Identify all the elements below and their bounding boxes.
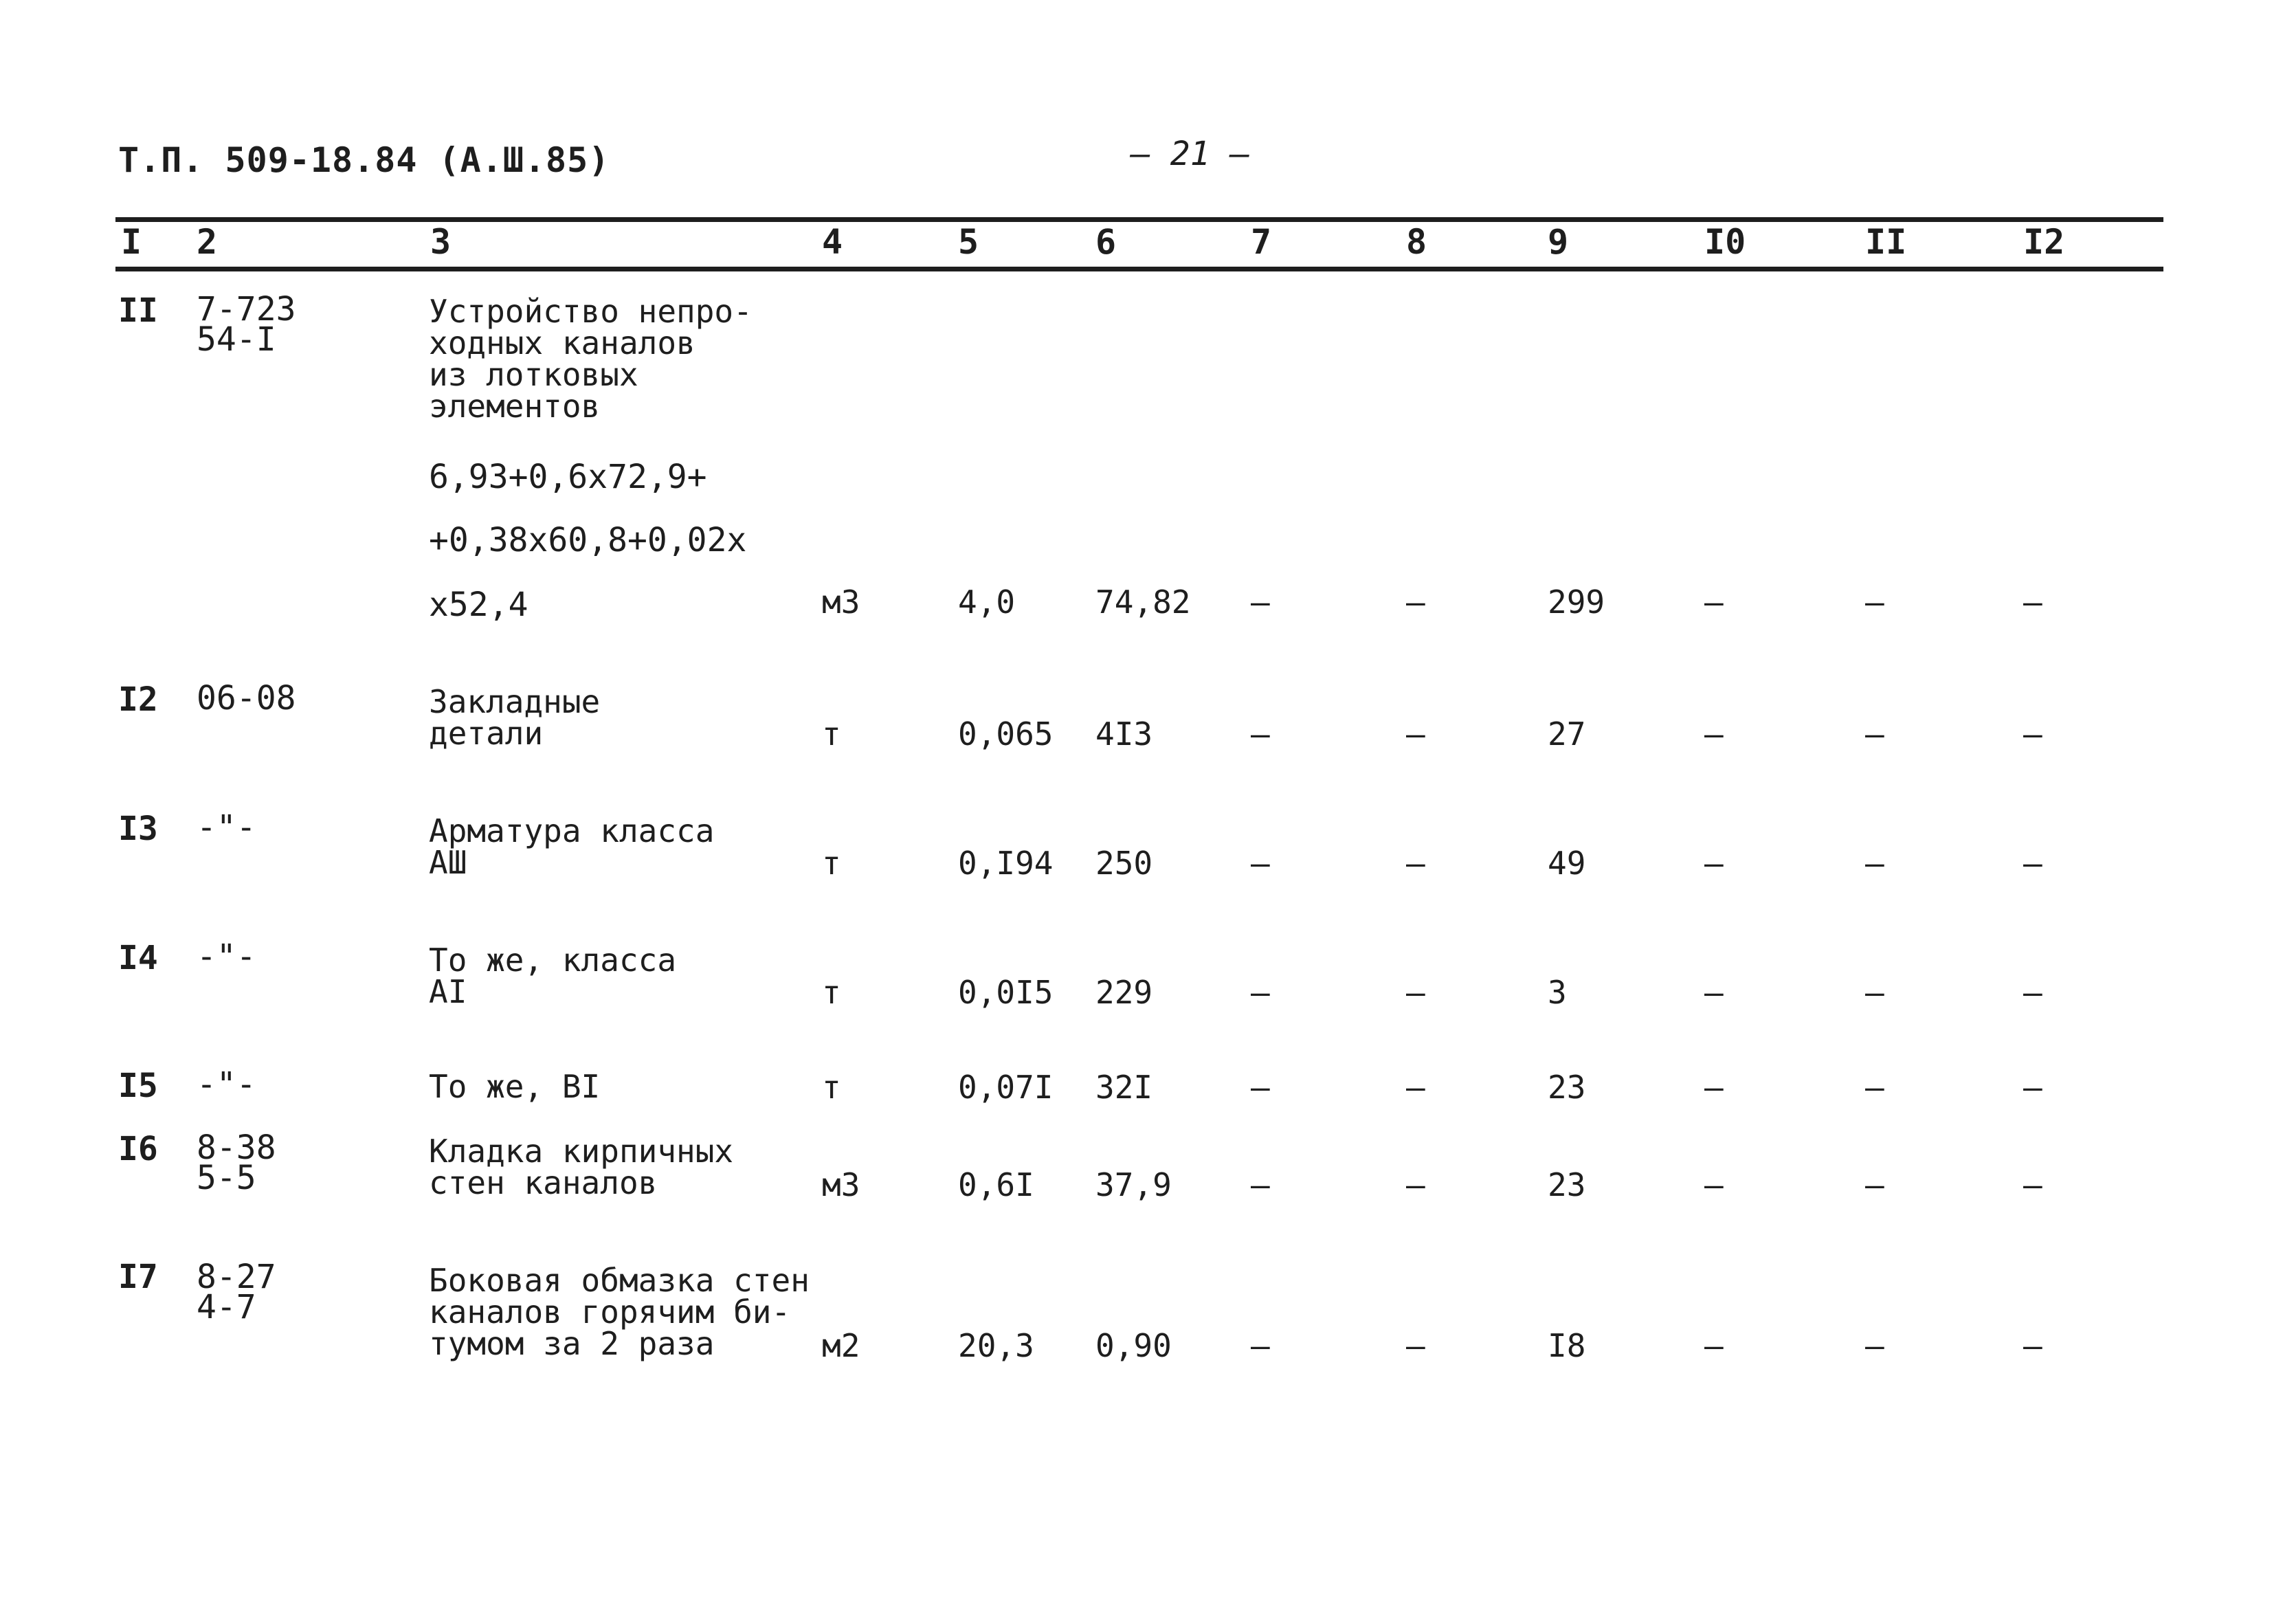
quantity: 0,0I5 — [958, 974, 1054, 1011]
unit-price: 37,9 — [1095, 1166, 1172, 1203]
row-number: I7 — [118, 1258, 158, 1296]
column-8-value: – — [1406, 583, 1425, 621]
column-header-4: 4 — [822, 222, 843, 262]
unit-price: 74,82 — [1095, 583, 1191, 621]
column-header-7: 7 — [1251, 222, 1272, 262]
column-header-8: 8 — [1406, 222, 1427, 262]
column-header-11: II — [1865, 222, 1907, 262]
norm-code-line: 4-7 — [197, 1288, 256, 1326]
total-cost: I8 — [1548, 1327, 1586, 1364]
column-7-value: – — [1251, 1327, 1270, 1364]
norm-code-line: 54-I — [197, 320, 276, 359]
norm-code-line: 06-08 — [197, 679, 296, 718]
unit-price: 250 — [1095, 845, 1153, 882]
column-7-value: – — [1251, 1069, 1270, 1106]
norm-code-line: 7-723 — [197, 290, 296, 329]
column-header-2: 2 — [197, 222, 218, 262]
column-12-value: – — [2023, 1069, 2042, 1106]
norm-code — [197, 1128, 276, 1197]
norm-code — [197, 290, 296, 359]
column-10-value: – — [1704, 715, 1724, 753]
column-10-value: – — [1704, 583, 1724, 621]
row-number: I4 — [118, 939, 158, 977]
description-line: тумом за 2 раза — [429, 1325, 715, 1362]
column-12-value: – — [2023, 845, 2042, 882]
column-7-value: – — [1251, 583, 1270, 621]
column-12-value: – — [2023, 583, 2042, 621]
column-header-6: 6 — [1095, 222, 1117, 262]
description-line: каналов горячим би- — [429, 1293, 791, 1331]
quantity-formula-line: 6,93+0,6x72,9+ — [429, 458, 707, 496]
description-line: АШ — [429, 844, 467, 881]
work-description — [429, 683, 601, 752]
column-12-value: – — [2023, 1327, 2042, 1364]
quantity: 0,07I — [958, 1069, 1054, 1106]
column-8-value: – — [1406, 974, 1425, 1011]
unit-price: 0,90 — [1095, 1327, 1172, 1364]
column-7-value: – — [1251, 845, 1270, 882]
quantity-formula-line: x52,4 — [429, 586, 528, 624]
description-line: Устройство непро- — [429, 293, 753, 330]
description-line: Боковая обмазка стен — [429, 1262, 810, 1299]
column-10-value: – — [1704, 1069, 1724, 1106]
quantity: 0,6I — [958, 1166, 1034, 1203]
column-11-value: – — [1865, 583, 1884, 621]
unit: м2 — [822, 1327, 860, 1364]
row-number: I2 — [118, 680, 158, 719]
total-cost: 27 — [1548, 715, 1586, 753]
column-header-3: 3 — [430, 222, 452, 262]
unit: м3 — [822, 1166, 860, 1203]
column-7-value: – — [1251, 974, 1270, 1011]
total-cost: 3 — [1548, 974, 1567, 1011]
column-12-value: – — [2023, 715, 2042, 753]
unit: т — [822, 1069, 841, 1106]
work-description — [429, 1262, 810, 1362]
column-10-value: – — [1704, 1166, 1724, 1203]
column-8-value: – — [1406, 1069, 1425, 1106]
column-header-1: I — [121, 222, 142, 262]
quantity: 4,0 — [958, 583, 1016, 621]
column-header-9: 9 — [1548, 222, 1569, 262]
column-header-5: 5 — [958, 222, 979, 262]
unit: т — [822, 974, 841, 1011]
work-description — [429, 1068, 601, 1105]
description-line: из лотковых — [429, 356, 638, 393]
description-line: То же, класса — [429, 942, 677, 979]
description-line: Арматура класса — [429, 812, 715, 849]
column-11-value: – — [1865, 1166, 1884, 1203]
description-line: То же, BI — [429, 1068, 601, 1105]
row-number: I3 — [118, 810, 158, 848]
column-11-value: – — [1865, 1327, 1884, 1364]
description-line: стен каналов — [429, 1164, 658, 1201]
total-cost: 23 — [1548, 1069, 1586, 1106]
column-12-value: – — [2023, 1166, 2042, 1203]
column-7-value: – — [1251, 1166, 1270, 1203]
column-11-value: – — [1865, 715, 1884, 753]
unit: м3 — [822, 583, 860, 621]
column-11-value: – — [1865, 1069, 1884, 1106]
unit: т — [822, 845, 841, 882]
work-description — [429, 812, 715, 881]
norm-code-line: -"- — [197, 808, 256, 847]
work-description — [429, 293, 753, 425]
norm-code-line: 5-5 — [197, 1159, 256, 1197]
row-number: I6 — [118, 1130, 158, 1168]
page-number: – 21 – — [1131, 135, 1250, 173]
table-top-rule — [115, 217, 2163, 222]
norm-code-line: -"- — [197, 1065, 256, 1104]
column-header-12: I2 — [2023, 222, 2065, 262]
description-line: детали — [429, 715, 544, 752]
quantity: 0,I94 — [958, 845, 1054, 882]
row-number: II — [118, 291, 158, 330]
column-11-value: – — [1865, 974, 1884, 1011]
norm-code — [197, 1065, 256, 1104]
description-line: ходных каналов — [429, 324, 695, 361]
column-8-value: – — [1406, 1327, 1425, 1364]
column-8-value: – — [1406, 845, 1425, 882]
work-description — [429, 1135, 733, 1199]
norm-code — [197, 937, 256, 976]
column-8-value: – — [1406, 1166, 1425, 1203]
work-description — [429, 944, 676, 1008]
norm-code — [197, 679, 296, 718]
column-8-value: – — [1406, 715, 1425, 753]
description-line: элементов — [429, 388, 601, 425]
norm-code — [197, 1258, 276, 1326]
norm-code-line: 8-38 — [197, 1128, 276, 1167]
description-line: АI — [429, 973, 467, 1010]
table-header-rule — [115, 267, 2163, 271]
unit: т — [822, 715, 841, 753]
column-11-value: – — [1865, 845, 1884, 882]
row-number: I5 — [118, 1067, 158, 1105]
quantity: 20,3 — [958, 1327, 1034, 1364]
column-12-value: – — [2023, 974, 2042, 1011]
document-code: Т.П. 509-18.84 (А.Ш.85) — [118, 140, 610, 180]
unit-price: 229 — [1095, 974, 1153, 1011]
unit-price: 32I — [1095, 1069, 1153, 1106]
description-line: Кладка кирпичных — [429, 1133, 734, 1170]
norm-code-line: -"- — [197, 937, 256, 976]
column-7-value: – — [1251, 715, 1270, 753]
description-line: Закладные — [429, 683, 601, 720]
norm-code-line: 8-27 — [197, 1258, 276, 1296]
total-cost: 49 — [1548, 845, 1586, 882]
quantity-formula-line: +0,38x60,8+0,02x — [429, 521, 747, 559]
quantity: 0,065 — [958, 715, 1054, 753]
unit-price: 4I3 — [1095, 715, 1153, 753]
total-cost: 299 — [1548, 583, 1605, 621]
total-cost: 23 — [1548, 1166, 1586, 1203]
column-10-value: – — [1704, 1327, 1724, 1364]
norm-code — [197, 808, 256, 847]
column-10-value: – — [1704, 974, 1724, 1011]
column-header-10: I0 — [1704, 222, 1746, 262]
column-10-value: – — [1704, 845, 1724, 882]
